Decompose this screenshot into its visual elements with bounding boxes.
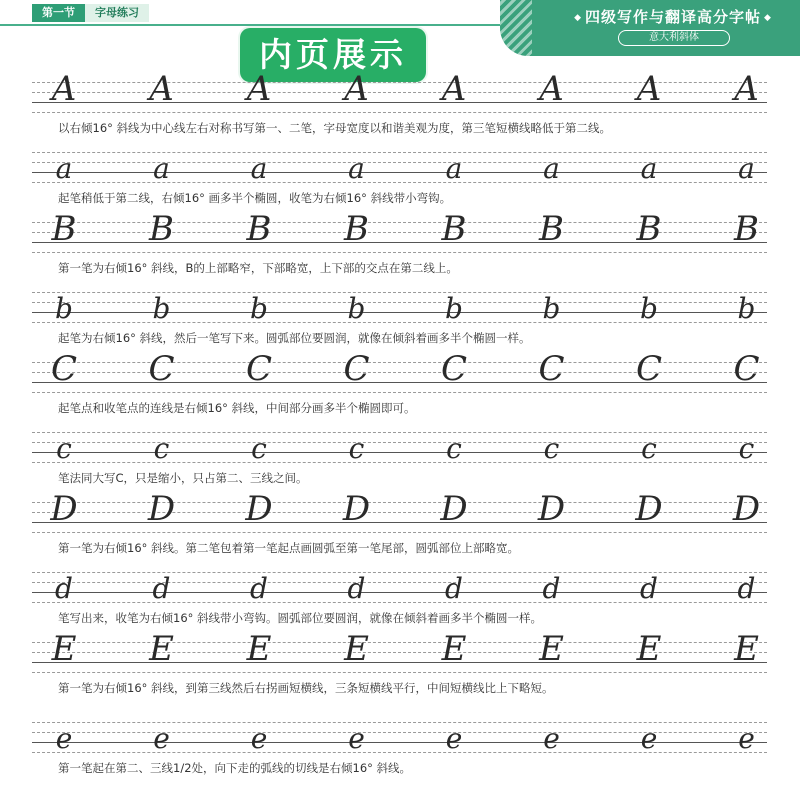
letter-sample: A [246,69,272,109]
letter-sample: A [441,69,467,109]
letter-samples [32,210,767,256]
section-name: 字母练习 [85,4,149,22]
letter-sample: e [250,722,268,755]
letter-sample: B [149,209,174,249]
letter-sample: d [737,572,756,605]
book-title: 四级写作与翻译高分字帖 [584,8,761,26]
letter-samples [32,140,767,186]
letter-sample: E [149,629,174,669]
letter-sample: B [539,209,564,249]
letter-sample: B [441,209,467,249]
letter-sample: b [640,292,658,325]
letter-sample: e [738,722,755,755]
inner-page-badge: 内页展示 [240,28,426,82]
letter-sample: E [636,629,662,669]
letter-sample: e [153,722,170,755]
letter-sample: b [737,292,756,325]
letter-sample: d [542,572,561,605]
letter-sample: d [152,572,171,605]
practice-row [0,350,800,416]
letter-sample: c [153,432,170,465]
header-rule [0,24,540,26]
letter-sample: E [344,629,369,669]
guide-lines [32,420,767,466]
letter-sample: D [635,489,663,529]
practice-row [0,420,800,486]
letter-sample: D [147,489,176,529]
letter-sample: D [245,489,273,529]
letter-sample: B [51,209,77,249]
letter-sample: D [440,489,468,529]
letter-samples [32,710,767,756]
diamond-icon: ◆ [574,12,582,23]
letter-sample: e [348,722,365,755]
letter-sample: A [149,69,174,109]
practice-row [0,560,800,626]
letter-sample: d [55,572,73,605]
letter-sample: b [347,292,366,325]
letter-sample: c [446,432,462,465]
letter-sample: d [250,572,268,605]
guide-lines [32,350,767,396]
letter-sample: b [152,292,171,325]
letter-samples [32,630,767,676]
letter-sample: a [640,152,658,185]
practice-row [0,710,800,776]
letter-sample: C [343,349,370,389]
stroke-description: 笔写出来，收笔为右倾16° 斜线带小弯钩。圆弧部位要圆润，就像在倾斜着画多半个椭圆一样。 [58,611,543,625]
letter-sample: c [56,432,72,465]
stroke-description: 第一笔为右倾16° 斜线，B的上部略窄，下部略宽，上下部的交点在第二线上。 [58,261,458,275]
guide-lines [32,710,767,756]
stroke-description: 第一笔起在第二、三线1/2处，向下走的弧线的切线是右倾16° 斜线。 [58,761,412,775]
guide-lines [32,630,767,676]
letter-sample: C [440,349,467,389]
letter-sample: b [250,292,268,325]
letter-sample: d [640,572,658,605]
letter-sample: a [250,152,268,185]
letter-sample: a [445,152,463,185]
letter-sample: C [733,349,760,389]
letter-sample: A [51,69,77,109]
letter-sample: a [738,152,755,185]
letter-sample: B [344,209,369,249]
letter-sample: c [543,432,560,465]
letter-sample: a [348,152,365,185]
practice-row [0,140,800,206]
letter-samples [32,490,767,536]
letter-sample: E [734,629,759,669]
letter-sample: c [738,432,755,465]
letter-sample: A [734,69,759,109]
letter-sample: E [246,629,272,669]
practice-row [0,70,800,136]
letter-sample: c [641,432,657,465]
practice-row [0,630,800,696]
stroke-description: 起笔点和收笔点的连线是右倾16° 斜线，中间部分画多半个椭圆即可。 [58,401,416,415]
practice-row [0,490,800,556]
letter-sample: e [543,722,560,755]
letter-sample: d [445,572,463,605]
guide-lines [32,210,767,256]
stroke-description: 起笔为右倾16° 斜线，然后一笔写下来。圆弧部位要圆润，就像在倾斜着画多半个椭圆一样。 [58,331,531,345]
practice-row [0,210,800,276]
letter-sample: B [246,209,272,249]
book-title-wrap [558,6,788,27]
letter-sample: C [50,349,77,389]
letter-samples [32,420,767,466]
stroke-description: 第一笔为右倾16° 斜线，到第三线然后右拐画短横线，三条短横线平行，中间短横线比上下略短。 [58,681,554,695]
stroke-description: 第一笔为右倾16° 斜线。第二笔包着第一笔起点画圆弧至第一笔尾部，圆弧部位上部略宽。 [58,541,520,555]
letter-samples [32,70,767,116]
practice-row [0,280,800,346]
letter-sample: c [251,432,267,465]
letter-samples [32,280,767,326]
stroke-description: 笔法同大写C，只是缩小，只占第二、三线之间。 [58,471,308,485]
letter-sample: e [445,722,463,755]
letter-sample: c [348,432,365,465]
section-number: 第一节 [32,4,85,22]
guide-lines [32,70,767,116]
letter-sample: D [342,489,371,529]
letter-sample: C [148,349,175,389]
letter-sample: b [55,292,73,325]
letter-sample: b [542,292,561,325]
letter-sample: C [245,349,272,389]
letter-sample: e [640,722,658,755]
letter-sample: C [635,349,662,389]
letter-sample: D [537,489,566,529]
guide-lines [32,490,767,536]
letter-sample: C [538,349,565,389]
book-subtitle: 意大利斜体 [618,30,730,46]
section-tab [32,4,149,22]
letter-sample: a [153,152,170,185]
stroke-description: 起笔稍低于第二线，右倾16° 画多半个椭圆，收笔为右倾16° 斜线带小弯钩。 [58,191,452,205]
guide-lines [32,140,767,186]
guide-lines [32,280,767,326]
letter-sample: d [347,572,366,605]
letter-sample: B [734,209,759,249]
letter-sample: a [55,152,73,185]
letter-sample: B [636,209,662,249]
letter-sample: E [441,629,467,669]
book-banner [500,0,800,56]
letter-samples [32,560,767,606]
stroke-description: 以右倾16° 斜线为中心线左右对称书写第一、二笔，字母宽度以和谐美观为度，第三笔短横线略低于第二线。 [58,121,612,135]
letter-sample: E [51,629,77,669]
letter-sample: e [55,722,73,755]
letter-samples [32,350,767,396]
letter-sample: A [344,69,369,109]
letter-sample: D [732,489,761,529]
letter-sample: a [543,152,560,185]
letter-sample: D [50,489,78,529]
letter-sample: E [539,629,564,669]
letter-sample: A [539,69,564,109]
diamond-icon: ◆ [764,12,772,23]
letter-sample: A [636,69,662,109]
letter-sample: b [445,292,463,325]
guide-lines [32,560,767,606]
